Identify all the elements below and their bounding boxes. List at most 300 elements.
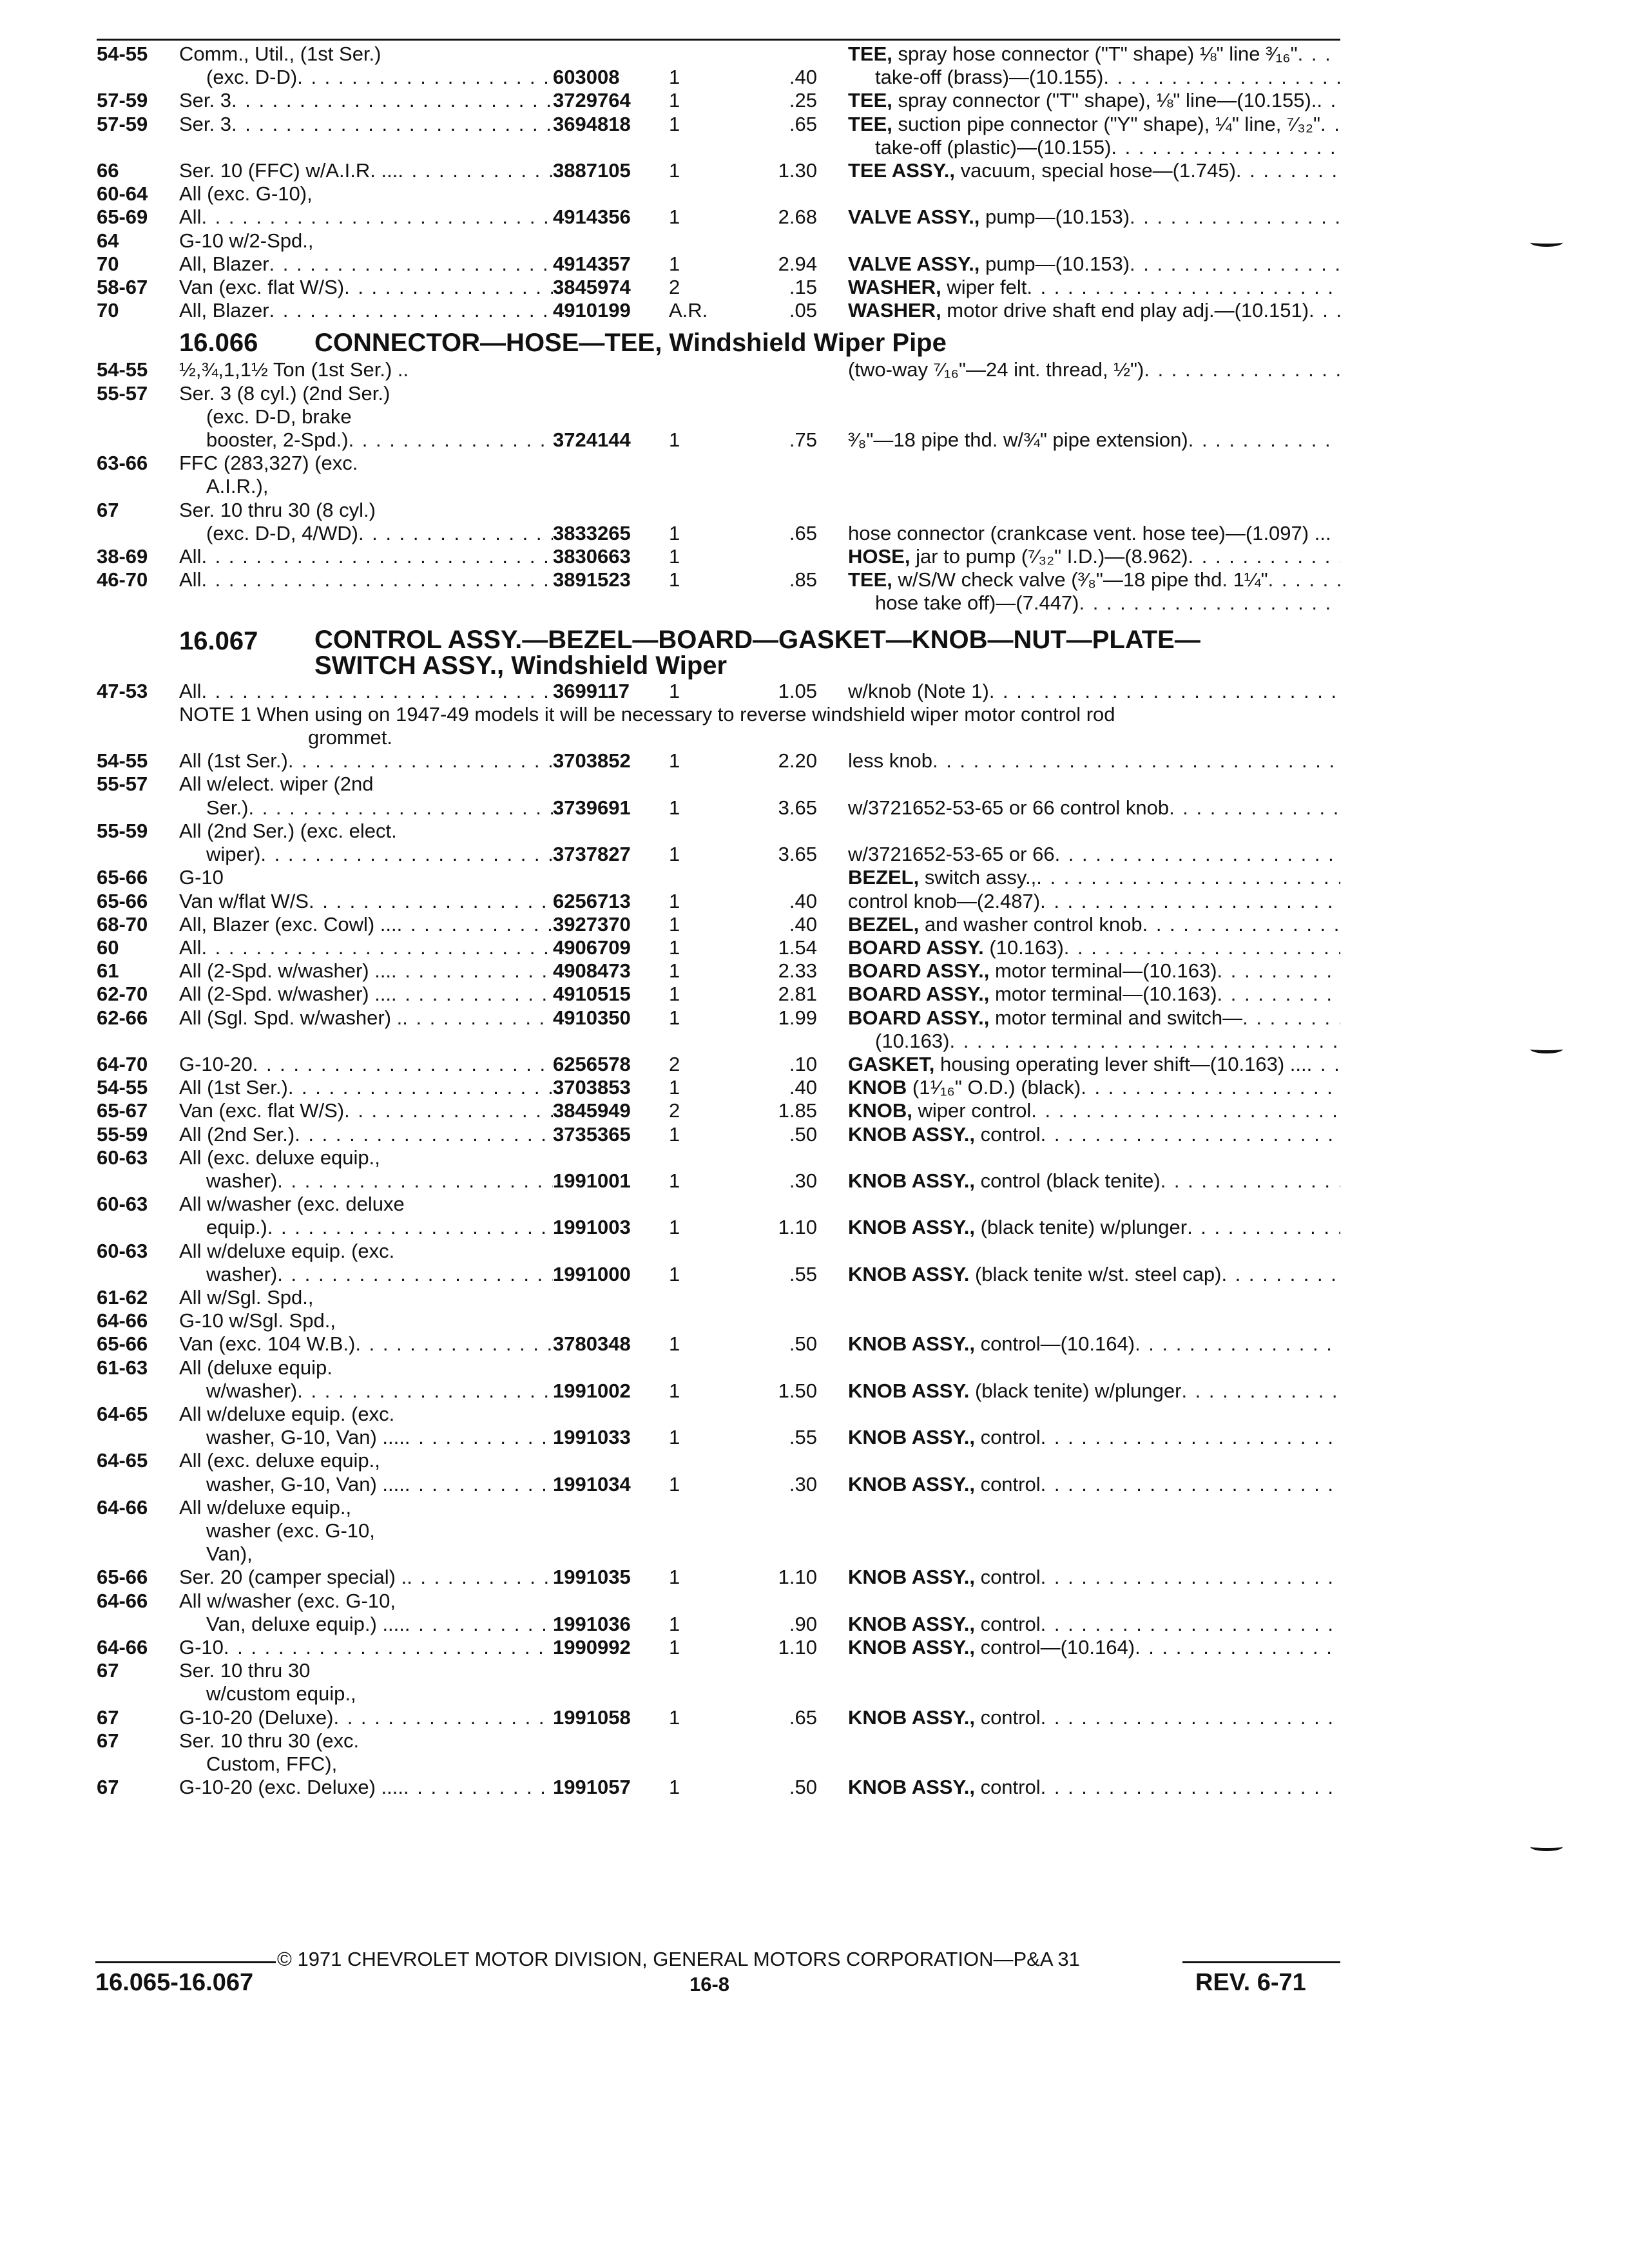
- description-line: [848, 159, 1340, 182]
- description-text: motor terminal and switch—: [989, 1006, 1243, 1029]
- quantity: 1: [669, 521, 680, 544]
- table-row: [97, 1006, 1340, 1053]
- model-cell: [179, 253, 553, 276]
- model-text: washer (exc. G-10,: [206, 1519, 375, 1542]
- model-line: [179, 749, 553, 773]
- part-number: 3830663: [553, 545, 631, 568]
- part-number: 4908473: [553, 959, 631, 983]
- price: 1.99: [778, 1006, 817, 1029]
- model-text: w/custom equip.,: [206, 1682, 356, 1706]
- model-text: G-10: [179, 866, 224, 889]
- model-text: All: [179, 206, 202, 229]
- model-text: washer, G-10, Van) ....: [206, 1426, 405, 1449]
- description-text: suction pipe connector ("Y" shape), ¼" line, ⁷⁄₃₂": [892, 112, 1320, 135]
- description-text: motor terminal—(10.163): [989, 983, 1217, 1006]
- year-range: 63-66: [97, 452, 148, 475]
- leader-dots: [1055, 843, 1340, 866]
- model-line: [179, 1682, 553, 1706]
- description: [848, 936, 1340, 959]
- leader-dots: [402, 1006, 553, 1030]
- part-number: [553, 1659, 669, 1682]
- table-row: [97, 773, 1340, 819]
- description: [848, 1590, 1340, 1636]
- description-text: less knob: [848, 749, 932, 773]
- model-line: [179, 276, 553, 299]
- price: [720, 452, 817, 475]
- description: [848, 1356, 1340, 1403]
- model-cell: [179, 1240, 553, 1286]
- description-line: [848, 1193, 1340, 1216]
- part-name: KNOB ASSY.,: [848, 1776, 975, 1799]
- year-range: 70: [97, 299, 119, 322]
- model-line: [179, 382, 553, 405]
- price: 2.81: [778, 983, 817, 1006]
- price: 1.10: [778, 1566, 817, 1589]
- table-row: [97, 680, 1340, 703]
- description-line: [848, 1706, 1340, 1729]
- part-name: HOSE,: [848, 545, 911, 568]
- year-range: 64-66: [97, 1636, 148, 1658]
- model-text: Van w/flat W/S: [179, 889, 309, 912]
- part-name: KNOB ASSY.,: [848, 1706, 975, 1729]
- description: [848, 983, 1340, 1006]
- leader-dots: [201, 545, 553, 568]
- description-text: wiper control: [912, 1099, 1032, 1122]
- model-line: [179, 1263, 553, 1286]
- quantity: 1: [669, 1379, 680, 1402]
- description-text: (10.163): [983, 936, 1064, 959]
- model-cell: [179, 1286, 553, 1309]
- part-number: 3739691: [553, 796, 631, 819]
- table-row: [97, 1146, 1340, 1193]
- quantity: [669, 1729, 720, 1753]
- footer-rule-right: [1182, 1961, 1340, 1963]
- model-text: All w/deluxe equip. (exc.: [179, 1239, 395, 1262]
- leader-dots: [358, 522, 553, 545]
- model-line: [179, 66, 553, 89]
- model-line: [179, 1240, 553, 1263]
- part-number: 3737827: [553, 843, 631, 866]
- leader-dots: [1268, 568, 1340, 591]
- description: [848, 749, 1340, 773]
- leader-dots: [391, 983, 553, 1006]
- description-text: [848, 405, 854, 428]
- part-number: 3703852: [553, 749, 631, 773]
- leader-dots: [1221, 1263, 1340, 1286]
- model-cell: [179, 1636, 553, 1659]
- description-text: w/3721652-53-65 or 66 control knob: [848, 796, 1170, 819]
- table-row: [97, 1053, 1340, 1076]
- part-name: KNOB ASSY.,: [848, 1612, 975, 1635]
- description: [848, 276, 1340, 299]
- leader-dots: [932, 749, 1340, 773]
- description-text: control knob—(2.487): [848, 889, 1041, 912]
- part-name: BOARD ASSY.: [848, 936, 984, 959]
- model-text: All (deluxe equip.: [179, 1356, 333, 1379]
- model-cell: [179, 773, 553, 819]
- leader-dots: [267, 1216, 553, 1239]
- model-text: All w/washer (exc. G-10,: [179, 1589, 396, 1612]
- model-cell: [179, 1332, 553, 1356]
- part-name: BOARD ASSY.,: [848, 959, 990, 983]
- model-line: [179, 983, 553, 1006]
- model-text: Ser. 10 thru 30 (exc.: [179, 1729, 360, 1752]
- leader-dots: [231, 89, 553, 112]
- price: .05: [789, 299, 817, 322]
- model-cell: [179, 452, 553, 498]
- description-text: take-off (brass)—(10.155): [875, 66, 1104, 89]
- quantity: 1: [669, 1122, 680, 1146]
- year-range: 65-66: [97, 866, 148, 889]
- year-range: 67: [97, 1659, 119, 1682]
- description-line: [848, 1776, 1340, 1799]
- year-range: 60-63: [97, 1193, 148, 1216]
- price: .40: [789, 1076, 817, 1099]
- model-text: Comm., Util., (1st Ser.): [179, 43, 381, 65]
- model-text: All w/Sgl. Spd.,: [179, 1285, 314, 1309]
- quantity: 1: [669, 749, 680, 773]
- description-text: ³⁄₈"—18 pipe thd. w/¾" pipe extension): [848, 428, 1188, 452]
- model-line: [179, 1519, 553, 1542]
- leader-dots: [949, 1030, 1340, 1053]
- model-cell: [179, 299, 553, 322]
- description-line: [848, 1053, 1340, 1076]
- part-number: 1991034: [553, 1472, 631, 1495]
- model-line: [179, 159, 553, 182]
- table-row: [97, 1356, 1340, 1403]
- table-row: [97, 1449, 1340, 1495]
- year-range: 65-66: [97, 1566, 148, 1589]
- year-range: 58-67: [97, 276, 148, 299]
- model-line: [179, 913, 553, 936]
- description: [848, 1706, 1340, 1729]
- model-text: (exc. D-D, 4/WD): [206, 521, 358, 544]
- description: [848, 1099, 1340, 1122]
- model-line: [179, 1006, 553, 1030]
- price: 2.33: [778, 959, 817, 983]
- price: .25: [789, 89, 817, 112]
- price: 2.94: [778, 252, 817, 275]
- year-range: 64-66: [97, 1309, 148, 1332]
- leader-dots: [1188, 545, 1340, 568]
- model-line: [179, 1753, 553, 1776]
- model-text: Ser.): [206, 796, 249, 819]
- part-number: 1991035: [553, 1566, 631, 1589]
- description: [848, 89, 1340, 112]
- description: [848, 773, 1340, 819]
- quantity: 1: [669, 252, 680, 275]
- leader-dots: [1298, 43, 1340, 66]
- part-name: WASHER,: [848, 299, 941, 322]
- description-text: [848, 1356, 854, 1379]
- year-range: 64-66: [97, 1589, 148, 1612]
- price: .40: [789, 66, 817, 89]
- model-line: [179, 1379, 553, 1403]
- table-row: [97, 1496, 1340, 1566]
- description-line: [848, 206, 1340, 229]
- quantity: 1: [669, 1612, 680, 1635]
- year-range: 54-55: [97, 43, 148, 65]
- table-row: [97, 1403, 1340, 1449]
- model-cell: [179, 680, 553, 703]
- model-cell: [179, 382, 553, 452]
- leader-dots: [288, 1076, 553, 1099]
- leader-dots: [349, 428, 553, 452]
- model-line: [179, 796, 553, 820]
- description-text: control—(10.164): [974, 1332, 1135, 1356]
- leader-dots: [1041, 1566, 1340, 1589]
- leader-dots: [277, 1263, 553, 1286]
- year-range: 47-53: [97, 679, 148, 702]
- model-cell: [179, 206, 553, 229]
- model-cell: [179, 182, 553, 206]
- model-cell: [179, 959, 553, 983]
- model-text: All: [179, 568, 202, 591]
- model-cell: [179, 1076, 553, 1099]
- note-1-line-1: NOTE 1 When using on 1947-49 models it will be necessary to reverse windshield wiper motor control rod: [179, 702, 1115, 726]
- leader-dots: [269, 253, 553, 276]
- model-line: [179, 1356, 553, 1379]
- leader-dots: [201, 568, 553, 591]
- year-range: 64-66: [97, 1495, 148, 1519]
- model-line: [179, 1123, 553, 1146]
- description-line: [848, 253, 1340, 276]
- table-row: [97, 1123, 1340, 1146]
- table-row: [97, 866, 1340, 889]
- model-line: [179, 1286, 553, 1309]
- year-range: 64-70: [97, 1052, 148, 1075]
- leader-dots: [1161, 1169, 1340, 1193]
- model-line: [179, 206, 553, 229]
- price: .10: [789, 1052, 817, 1075]
- year-range: 46-70: [97, 568, 148, 591]
- model-text: Ser. 20 (camper special) .: [179, 1566, 407, 1589]
- part-number: 1991057: [553, 1776, 631, 1799]
- section-range: 16.065-16.067: [95, 1969, 254, 1996]
- footer-rule-left: [95, 1961, 276, 1963]
- model-cell: [179, 1309, 553, 1332]
- leader-dots: [231, 113, 553, 136]
- description-line: [848, 749, 1340, 773]
- description-text: pump—(10.153): [979, 252, 1130, 275]
- model-cell: [179, 1403, 553, 1449]
- section-16-066-entries: [97, 358, 1340, 615]
- table-row: [97, 1776, 1340, 1799]
- part-number: 3729764: [553, 89, 631, 112]
- table-row: [97, 89, 1340, 112]
- part-name: KNOB ASSY.,: [848, 1566, 975, 1589]
- description-text: (1¹⁄₁₆" O.D.) (black): [907, 1076, 1081, 1099]
- model-text: w/washer): [206, 1379, 298, 1402]
- description-text: [848, 820, 854, 843]
- year-range: 55-59: [97, 1122, 148, 1146]
- leader-dots: [1041, 1613, 1340, 1636]
- description-text: w/3721652-53-65 or 66: [848, 843, 1055, 866]
- description-line: [848, 1076, 1340, 1099]
- leader-dots: [391, 959, 553, 983]
- model-cell: [179, 159, 553, 182]
- description-text: [848, 773, 854, 796]
- price: [720, 1729, 817, 1753]
- leader-dots: [1130, 206, 1340, 229]
- part-name: KNOB,: [848, 1099, 912, 1122]
- description-line: [848, 913, 1340, 936]
- model-line: [179, 1496, 553, 1519]
- model-cell: [179, 1496, 553, 1566]
- description-text: spray connector ("T" shape), ⅛" line—(10.155).: [892, 89, 1317, 112]
- description-line: [848, 545, 1340, 568]
- price: 2.68: [778, 206, 817, 229]
- description-text: housing operating lever shift—(10.163) ...: [934, 1052, 1307, 1075]
- model-line: [179, 843, 553, 866]
- model-text: G-10: [179, 1636, 224, 1658]
- table-row: [97, 382, 1340, 452]
- model-line: [179, 1216, 553, 1239]
- model-cell: [179, 936, 553, 959]
- model-text: All (2-Spd. w/washer) ...: [179, 959, 392, 983]
- model-line: [179, 1332, 553, 1356]
- leader-dots: [355, 1332, 553, 1356]
- year-range: 70: [97, 252, 119, 275]
- table-row: [97, 749, 1340, 773]
- description-text: and washer control knob: [919, 912, 1142, 936]
- description: [848, 499, 1340, 545]
- part-name: KNOB ASSY.,: [848, 1636, 975, 1658]
- model-text: All, Blazer (exc. Cowl) ...: [179, 912, 397, 936]
- part-number: 3887105: [553, 159, 631, 182]
- description-line: [848, 113, 1340, 136]
- year-range: 65-66: [97, 889, 148, 912]
- top-rule: [97, 39, 1340, 41]
- leader-dots: [269, 299, 553, 322]
- description-line: [848, 1146, 1340, 1169]
- quantity: 1: [669, 1426, 680, 1449]
- part-name: KNOB ASSY.,: [848, 1332, 975, 1356]
- model-text: All (2nd Ser.): [179, 1122, 295, 1146]
- quantity: 1: [669, 1262, 680, 1285]
- leader-dots: [333, 1706, 553, 1729]
- part-number: [553, 1496, 669, 1542]
- table-row: [97, 913, 1340, 936]
- year-range: 57-59: [97, 112, 148, 135]
- description-line: [848, 136, 1340, 159]
- model-line: [179, 1473, 553, 1496]
- description-text: [848, 1449, 854, 1472]
- quantity: 1: [669, 1076, 680, 1099]
- model-line: [179, 1426, 553, 1449]
- quantity: 1: [669, 206, 680, 229]
- price: 3.65: [778, 843, 817, 866]
- year-range: 54-55: [97, 749, 148, 773]
- year-range: 61: [97, 959, 119, 983]
- description: [848, 1076, 1340, 1099]
- model-text: All w/deluxe equip. (exc.: [179, 1402, 395, 1425]
- quantity: 1: [669, 66, 680, 89]
- description-line: [848, 299, 1340, 322]
- price: .55: [789, 1426, 817, 1449]
- model-cell: [179, 1146, 553, 1193]
- model-cell: [179, 1123, 553, 1146]
- price: 1.85: [778, 1099, 817, 1122]
- table-row: [97, 1729, 1340, 1776]
- price: .40: [789, 889, 817, 912]
- description-text: control: [974, 1706, 1041, 1729]
- leader-dots: [288, 749, 553, 773]
- year-range: 65-69: [97, 206, 148, 229]
- model-line: [179, 43, 553, 66]
- model-line: [179, 680, 553, 703]
- leader-dots: [1316, 89, 1340, 112]
- part-number: 603008: [553, 66, 620, 89]
- part-name: TEE ASSY.,: [848, 159, 955, 182]
- page-number: 16-8: [689, 1973, 730, 1995]
- year-range: 60-63: [97, 1239, 148, 1262]
- model-line: [179, 1659, 553, 1682]
- description-line: [848, 1006, 1340, 1030]
- table-row: [97, 1566, 1340, 1589]
- leader-dots: [405, 1473, 553, 1496]
- model-line: [179, 475, 553, 498]
- description-text: motor terminal—(10.163): [989, 959, 1217, 983]
- leader-dots: [1041, 1776, 1340, 1799]
- model-cell: [179, 276, 553, 299]
- model-line: [179, 229, 553, 253]
- quantity: 2: [669, 1099, 680, 1122]
- description-line: [848, 820, 1340, 843]
- model-text: Ser. 3 (8 cyl.) (2nd Ser.): [179, 381, 390, 405]
- model-text: Van (exc. flat W/S): [179, 1099, 345, 1122]
- model-text: All: [179, 679, 202, 702]
- description-line: [848, 983, 1340, 1006]
- model-text: Van, deluxe equip.) ....: [206, 1612, 405, 1635]
- model-line: [179, 820, 553, 843]
- description-text: [848, 1193, 854, 1216]
- model-text: All (Sgl. Spd. w/washer) .: [179, 1006, 403, 1029]
- table-row: [97, 1706, 1340, 1729]
- model-line: [179, 1636, 553, 1659]
- table-row: [97, 358, 1340, 381]
- part-number: 3703853: [553, 1076, 631, 1099]
- leader-dots: [201, 680, 553, 703]
- leader-dots: [1040, 890, 1340, 913]
- description-line: [848, 890, 1340, 913]
- table-row: [97, 1240, 1340, 1286]
- part-number: 6256713: [553, 889, 631, 912]
- model-cell: [179, 43, 553, 89]
- description-text: [848, 382, 854, 405]
- part-number: 4914357: [553, 252, 631, 275]
- part-number: 1991000: [553, 1262, 631, 1285]
- section-16-066-heading: [97, 329, 1340, 357]
- description: [848, 545, 1340, 568]
- table-row: [97, 229, 1340, 253]
- model-text: Ser. 3: [179, 112, 231, 135]
- model-text: All (exc. deluxe equip.,: [179, 1449, 380, 1472]
- table-row: [97, 983, 1340, 1006]
- leader-dots: [1041, 1426, 1340, 1449]
- quantity: 1: [669, 1006, 680, 1029]
- part-number: 3927370: [553, 912, 631, 936]
- model-text: All (2nd Ser.) (exc. elect.: [179, 819, 397, 842]
- price: .65: [789, 1706, 817, 1729]
- model-cell: [179, 913, 553, 936]
- model-text: Ser. 10 thru 30: [179, 1659, 311, 1682]
- description-text: hose connector (crankcase vent. hose tee)—(1.097) ..: [848, 521, 1325, 544]
- description-line: [848, 1356, 1340, 1379]
- quantity: 1: [669, 1216, 680, 1239]
- model-text: Ser. 3: [179, 89, 231, 112]
- description-text: switch assy.,: [919, 866, 1037, 889]
